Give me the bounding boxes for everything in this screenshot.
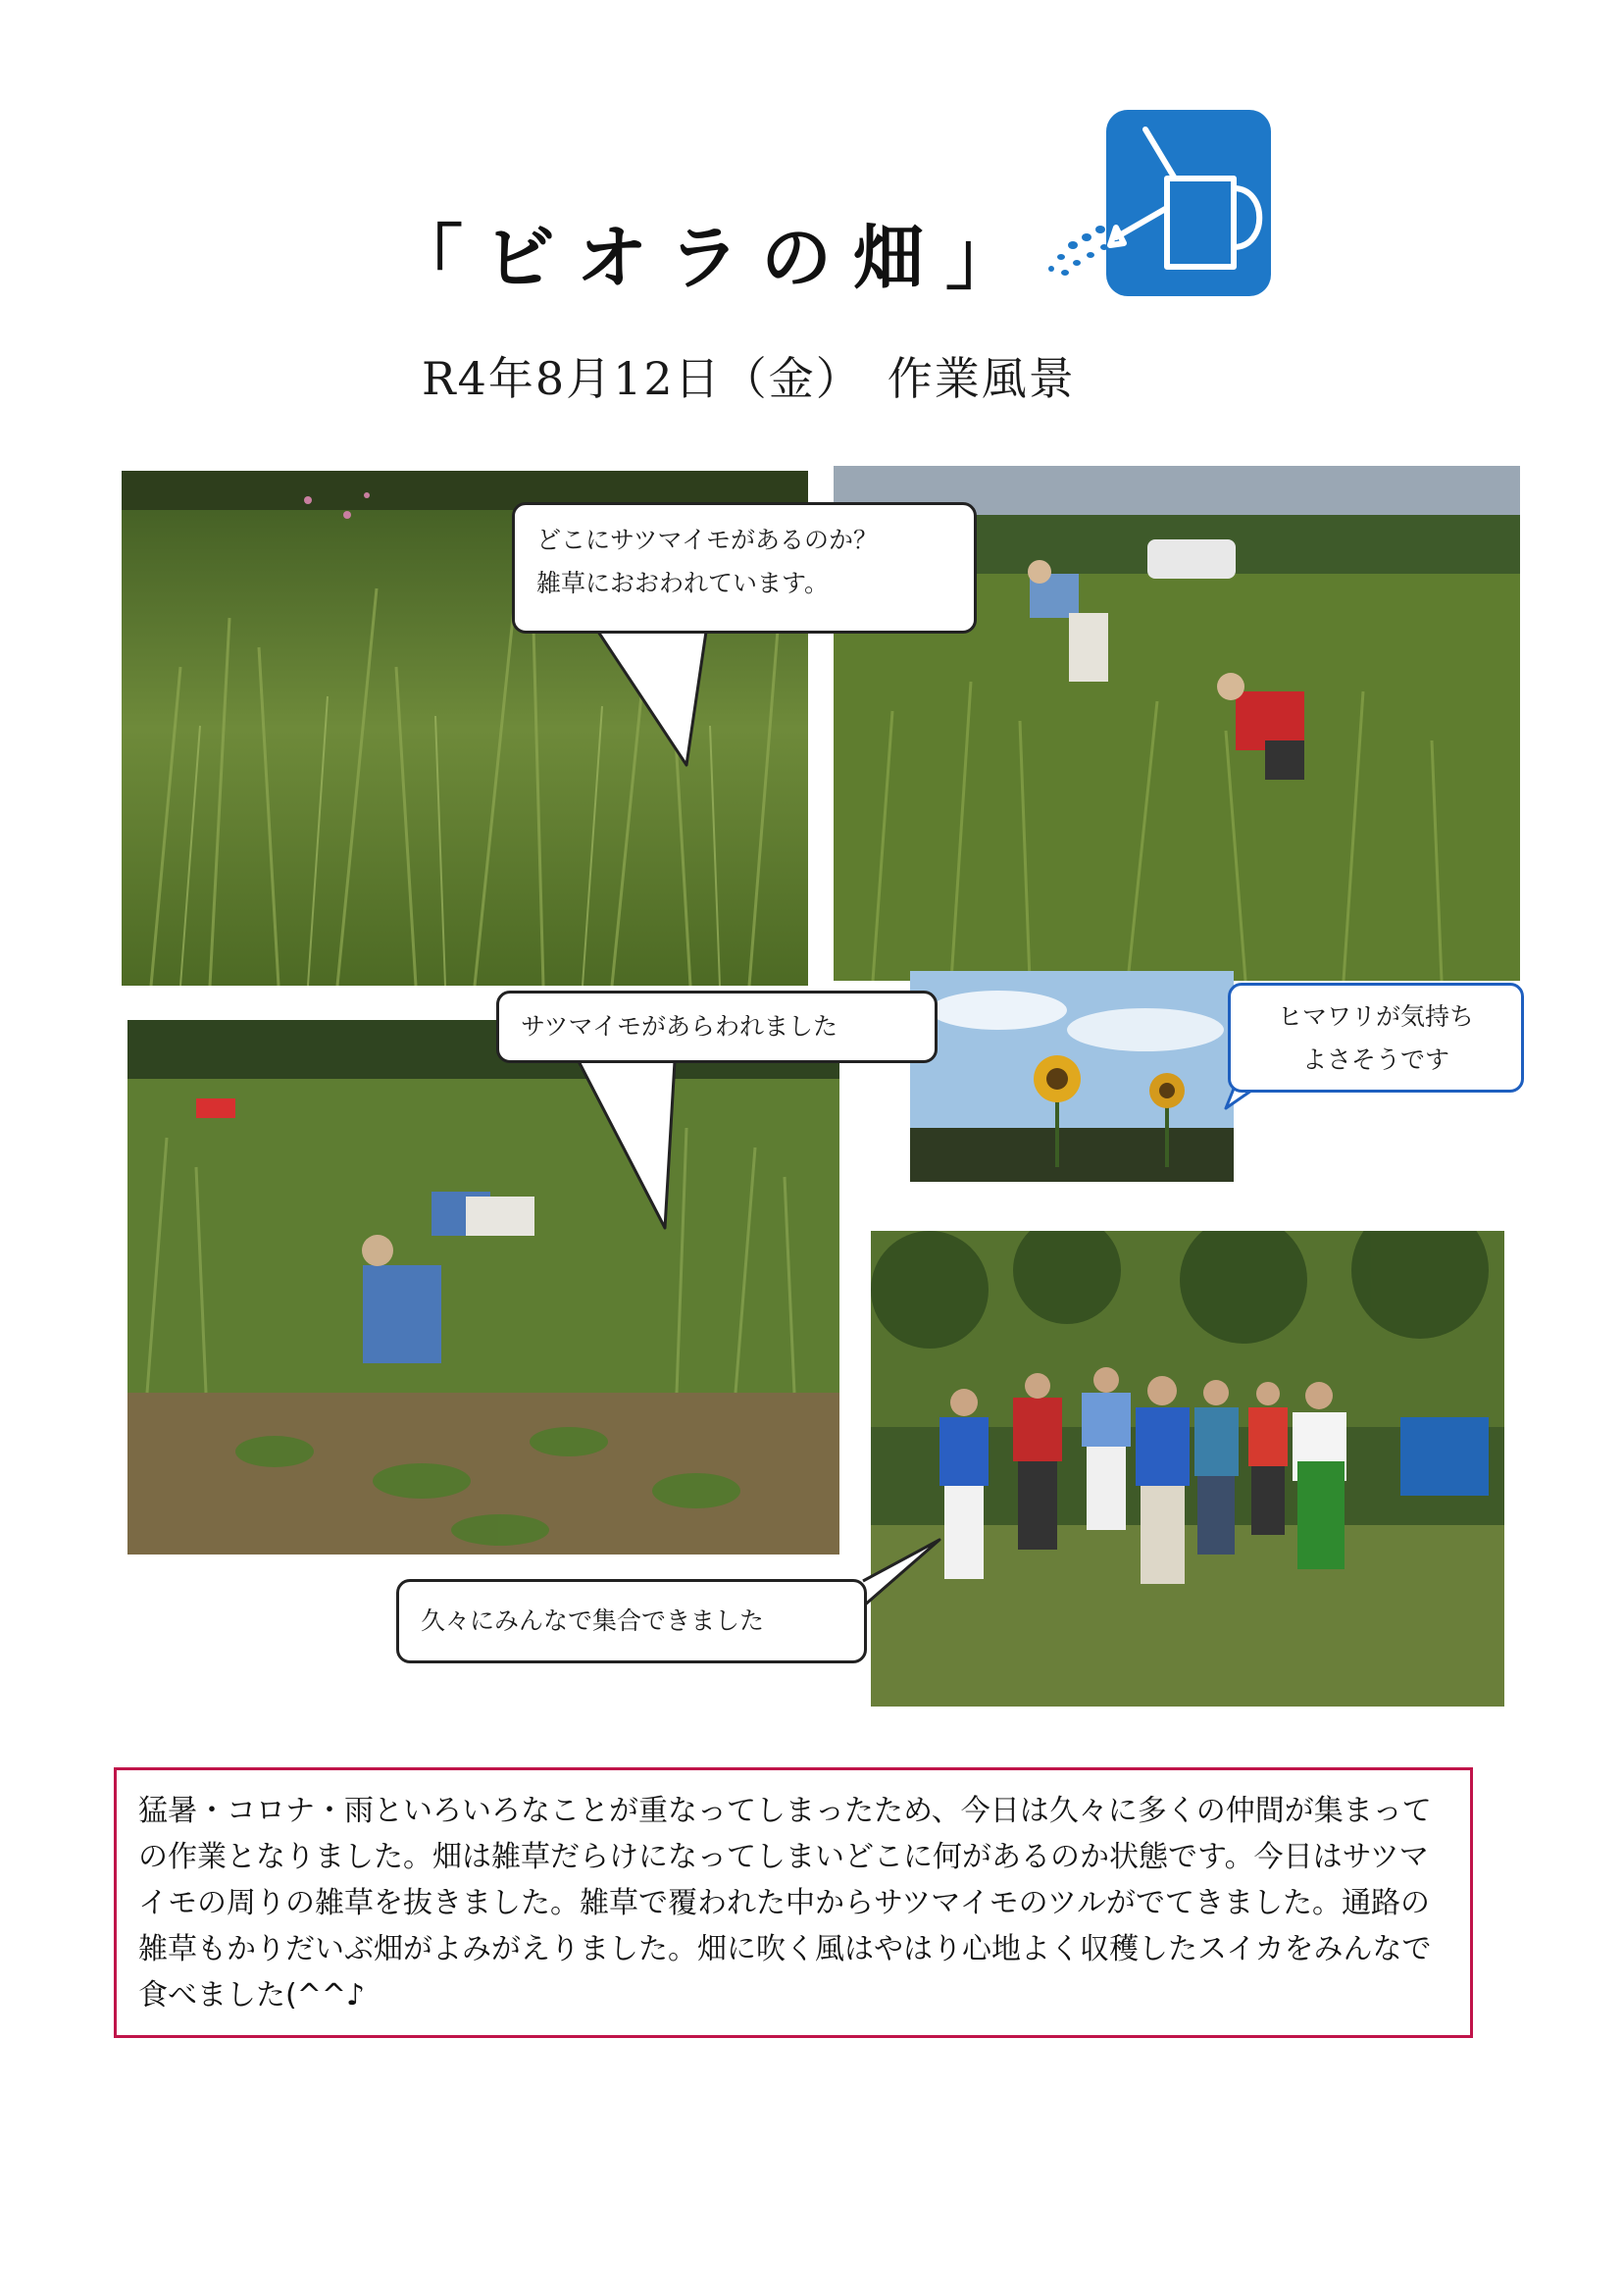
bubble-gathering: 久々にみんなで集合できました	[396, 1579, 867, 1663]
bubble-weeds: どこにサツマイモがあるのか？ 雑草におおわれています。	[512, 502, 977, 634]
bubble-sweet-potato: サツマイモがあらわれました	[496, 991, 938, 1063]
date-subtitle: R4年8月12日（金） 作業風景	[422, 352, 1076, 405]
bubble-sunflower: ヒマワリが気持ち よさそうです	[1228, 983, 1524, 1093]
sunflower-photo	[910, 971, 1234, 1182]
description-text: 猛暑・コロナ・雨といろいろなことが重なってしまったため、今日は久々に多くの仲間が集まっての作業となりました。畑は雑草だらけになってしまいどこに何があるのか状態です。今日はサツマイモの周りの雑草を抜きました。雑草で覆われた中からサツマイモのツルがでてきました。通路の雑草もかりだいぶ畑がよみがえりました。畑に吹く風はやはり心地よく収穫したスイカをみんなで食べました(^^♪	[114, 1767, 1473, 2038]
watering-can-icon	[1106, 110, 1271, 296]
group-photo	[871, 1231, 1504, 1707]
page-title: 「ビオラの畑」	[392, 217, 1039, 299]
sweet-potato-photo	[127, 1020, 839, 1555]
